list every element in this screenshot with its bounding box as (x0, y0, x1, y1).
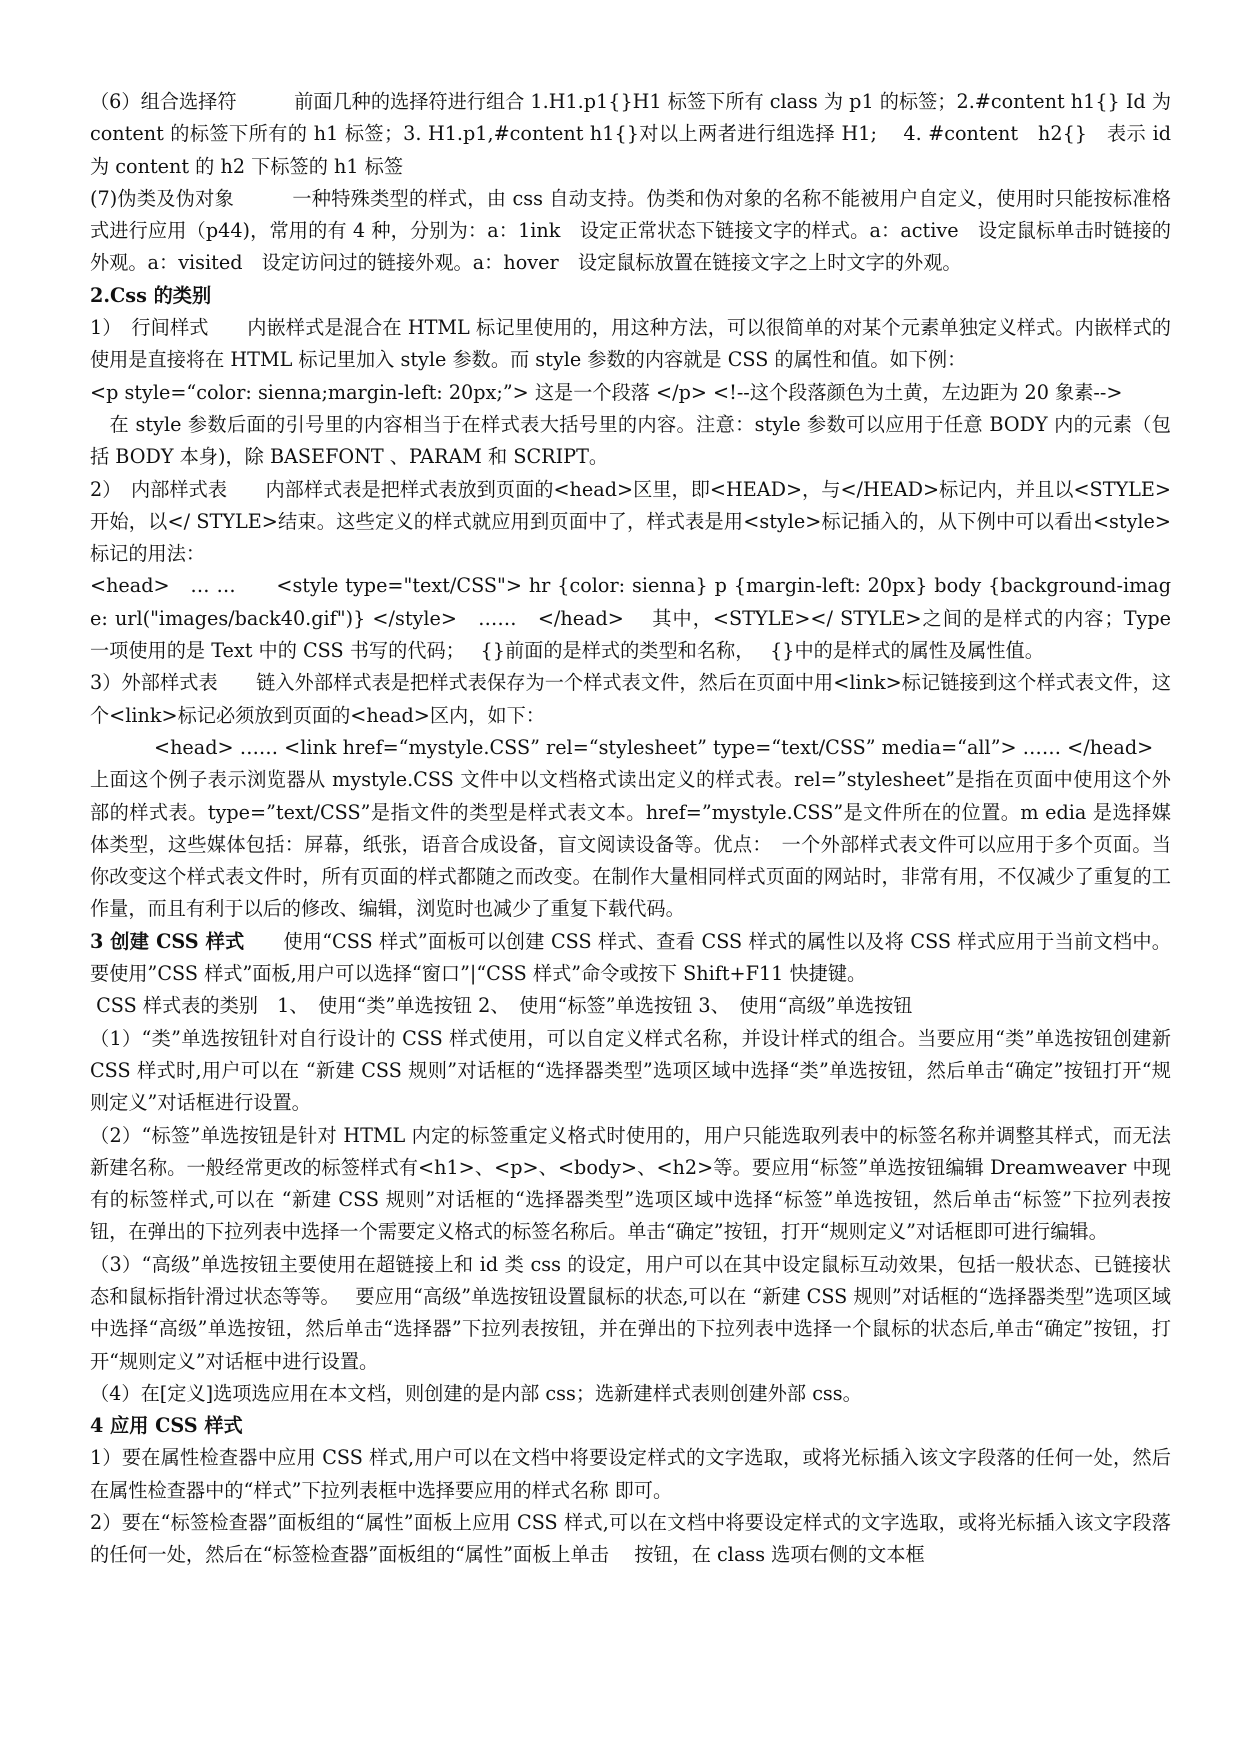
paragraph-define-option: （4）在[定义]选项选应用在本文档，则创建的是内部 css；选新建样式表则创建外部 css。 (90, 1381, 862, 1405)
paragraph-internal-example: <head> … … <style type="text/CSS"> hr {color: sienna} p {margin-left: 20px} body {background-image: url("images/back40.gif")} </style> …… </head> 其中，<STYLE></ STYLE>之间的是样式的内容；Type 一项使用的是 Text 中的 CSS 书写的代码； {}前面的是样式的类型和名称， {}中的是样式的属性及属性值。 (90, 574, 1178, 663)
heading-create-css: 3 创建 CSS 样式 (90, 929, 245, 953)
paragraph-create-css (90, 926, 1171, 991)
paragraph-external-explanation: 上面这个例子表示浏览器从 mystyle.CSS 文件中以文档格式读出定义的样式表。rel=”stylesheet”是指在页面中使用这个外部的样式表。type=”text/CSS”是指文件的类型是样式表文本。href=”mystyle.CSS”是文件所在的位置。m edia 是选择媒体类型，这些媒体包括：屏幕，纸张，语音合成设备，盲文阅读设备等。优点： 一个外部样式表文件可以应用于多个页面。当你改变这个样式表文件时，所有页面的样式都随之而改变。在制作大量相同样式页面的网站时，非常有用，不仅减少了重复的工作量，而且有利于以后的修改、编辑，浏览时也减少了重复下载代码。 (90, 768, 1171, 921)
paragraph-apply-property-inspector: 1）要在属性检查器中应用 CSS 样式,用户可以在文档中将要设定样式的文字选取，或将光标插入该文字段落的任何一处，然后在属性检查器中的“样式”下拉列表框中选择要应用的样式名称 即可。 (90, 1446, 1171, 1502)
paragraph-class-button: （1）“类”单选按钮针对自行设计的 CSS 样式使用，可以自定义样式名称，并设计样式的组合。当要应用“类”单选按钮创建新 CSS 样式时,用户可以在 “新建 CSS 规则”对话框的“选择器类型”选项区域中选择“类”单选按钮，然后单击“确定”按钮打开“规则定义”对话框进行设置。 (90, 1026, 1178, 1115)
paragraph-stylesheet-types: CSS 样式表的类别 1、 使用“类”单选按钮 2、 使用“标签”单选按钮 3、 使用“高级”单选按钮 (90, 994, 913, 1018)
paragraph-link-example: <head> …… <link href=“mystyle.CSS” rel=“stylesheet” type=“text/CSS” media=“all”> …… </head> (154, 735, 1154, 759)
paragraph-inline-style: 1） 行间样式 内嵌样式是混合在 HTML 标记里使用的，用这种方法，可以很简单的对某个元素单独定义样式。内嵌样式的使用是直接将在 HTML 标记里加入 style 参数。而 style 参数的内容就是 CSS 的属性和值。如下例： (90, 316, 1171, 372)
heading-css-categories: 2.Css 的类别 (90, 283, 212, 307)
heading-apply-css: 4 应用 CSS 样式 (90, 1414, 243, 1438)
paragraph-pseudo-class: (7)伪类及伪对象 一种特殊类型的样式，由 css 自动支持。伪类和伪对象的名称不能被用户自定义，使用时只能按标准格式进行应用（p44)，常用的有 4 种，分别为：a：1ink 设定正常状态下链接文字的样式。a：active 设定鼠标单击时链接的外观。a：visited 设定访问过的链接外观。a：hover 设定鼠标放置在链接文字之上时文字的外观。 (90, 186, 1171, 275)
paragraph-style-param-note: 在 style 参数后面的引号里的内容相当于在样式表大括号里的内容。注意：style 参数可以应用于任意 BODY 内的元素（包括 BODY 本身)，除 BASEFONT 、PARAM 和 SCRIPT。 (90, 412, 1171, 469)
paragraph-internal-stylesheet: 2） 内部样式表 内部样式表是把样式表放到页面的<head>区里，即<HEAD>，与</HEAD>标记内，并且以<STYLE>开始，以</ STYLE>结束。这些定义的样式就应用到页面中了，样式表是用<style>标记插入的，从下例中可以看出<style>标记的用法： (90, 477, 1171, 566)
paragraph-advanced-button: （3）“高级”单选按钮主要使用在超链接上和 id 类 css 的设定，用户可以在其中设定鼠标互动效果，包括一般状态、已链接状态和鼠标指针滑过状态等等。 要应用“高级”单选按钮设置鼠标的状态,可以在 “新建 CSS 规则”对话框的“选择器类型”选项区域中选择“高级”单选按钮，然后单击“选择器”下拉列表按钮，并在弹出的下拉列表中选择一个鼠标的状态后,单击“确定”按钮，打开“规则定义”对话框中进行设置。 (90, 1252, 1171, 1373)
paragraph-apply-tag-inspector: 2）要在“标签检查器”面板组的“属性”面板上应用 CSS 样式,可以在文档中将要设定样式的文字选取，或将光标插入该文字段落的任何一处，然后在“标签检查器”面板组的“属性”面板上单击 按钮，在 class 选项右侧的文本框 (90, 1511, 1171, 1567)
paragraph-inline-example: <p style=“color: sienna;margin-left: 20px;”> 这是一个段落 </p> <!--这个段落颜色为土黄，左边距为 20 象素--> (90, 380, 1123, 404)
paragraph-external-stylesheet: 3）外部样式表 链入外部样式表是把样式表保存为一个样式表文件，然后在页面中用<link>标记链接到这个样式表文件，这个<link>标记必须放到页面的<head>区内，如下： (90, 671, 1171, 727)
paragraph-combined-selector: （6）组合选择符 前面几种的选择符进行组合 1.H1.p1{}H1 标签下所有 class 为 p1 的标签；2.#content h1{} Id 为 content 的标签下所有的 h1 标签；3. H1.p1,#content h1{}对以上两者进行组选择 H1; 4. #content h2{} 表示 id 为 content 的 h2 下标签的 h1 标签 (90, 90, 1178, 178)
paragraph-tag-button: （2）“标签”单选按钮是针对 HTML 内定的标签重定义格式时使用的，用户只能选取列表中的标签名称并调整其样式，而无法新建名称。一般经常更改的标签样式有<h1>、<p>、<body>、<h2>等。要应用“标签”单选按钮编辑 Dreamweaver 中现有的标签样式,可以在 “新建 CSS 规则”对话框的“选择器类型”选项区域中选择“标签”单选按钮，然后单击“标签”下拉列表按钮，在弹出的下拉列表中选择一个需要定义格式的标签名称后。单击“确定”按钮，打开“规则定义”对话框即可进行编辑。 (90, 1123, 1171, 1244)
create-css-body: 使用“CSS 样式”面板可以创建 CSS 样式、查看 CSS 样式的属性以及将 CSS 样式应用于当前文档中。要使用”CSS 样式”面板,用户可以选择“窗口”|“CSS 样式”命令或按下 Shift+F11 快捷键。 (90, 929, 1171, 986)
